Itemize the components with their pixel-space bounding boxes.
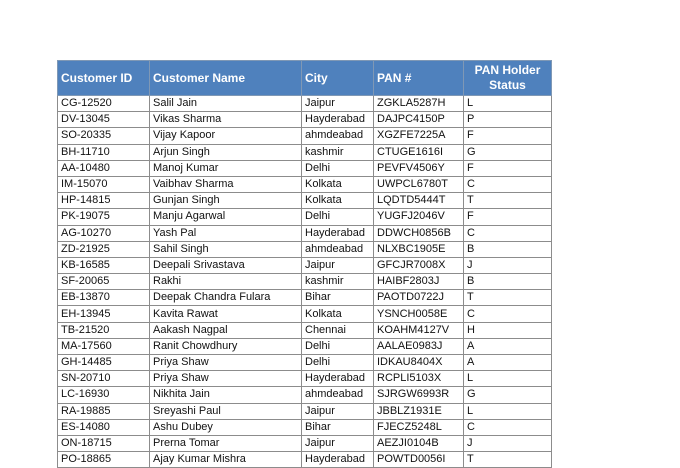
city-cell[interactable]: Bihar — [302, 419, 374, 435]
city-cell[interactable]: Jaipur — [302, 257, 374, 273]
customer-name-cell[interactable]: Ranit Chowdhury — [150, 338, 302, 354]
pan-holder-status-cell[interactable]: G — [464, 387, 552, 403]
city-cell[interactable]: kashmir — [302, 274, 374, 290]
city-cell[interactable]: Delhi — [302, 209, 374, 225]
pan-holder-status-cell[interactable]: B — [464, 274, 552, 290]
pan-holder-status-cell[interactable]: L — [464, 96, 552, 112]
pan-holder-status-cell[interactable]: C — [464, 176, 552, 192]
pan-holder-status-cell[interactable]: F — [464, 128, 552, 144]
city-cell[interactable]: Chennai — [302, 322, 374, 338]
pan-cell[interactable]: CTUGE1616I — [374, 144, 464, 160]
table-body — [58, 96, 552, 468]
city-cell[interactable]: Bihar — [302, 290, 374, 306]
customer-name-cell[interactable]: Yash Pal — [150, 225, 302, 241]
customer-name-cell[interactable]: Priya Shaw — [150, 355, 302, 371]
customer-name-cell[interactable]: Nikhita Jain — [150, 387, 302, 403]
customer-id-cell[interactable]: RA-19885 — [58, 403, 150, 419]
table-row — [58, 176, 552, 192]
customer-id-cell[interactable]: PO-18865 — [58, 452, 150, 468]
city-cell[interactable]: Kolkata — [302, 306, 374, 322]
pan-cell[interactable]: DAJPC4150P — [374, 112, 464, 128]
header-customer-name[interactable]: Customer Name — [150, 61, 302, 96]
table-row — [58, 209, 552, 225]
header-pan[interactable]: PAN # — [374, 61, 464, 96]
customer-name-cell[interactable]: Prerna Tomar — [150, 435, 302, 451]
city-cell[interactable]: Hayderabad — [302, 225, 374, 241]
customer-id-cell[interactable]: AA-10480 — [58, 160, 150, 176]
customer-name-cell[interactable]: Priya Shaw — [150, 371, 302, 387]
pan-holder-status-cell[interactable]: T — [464, 193, 552, 209]
header-pan-holder-status[interactable]: PAN Holder Status — [464, 61, 552, 96]
pan-cell[interactable]: HAIBF2803J — [374, 274, 464, 290]
customer-name-cell[interactable]: Sahil Singh — [150, 241, 302, 257]
city-cell[interactable]: Hayderabad — [302, 112, 374, 128]
city-cell[interactable]: Delhi — [302, 338, 374, 354]
table-row — [58, 128, 552, 144]
customer-id-cell[interactable]: PK-19075 — [58, 209, 150, 225]
customer-id-cell[interactable]: BH-11710 — [58, 144, 150, 160]
customer-id-cell[interactable]: KB-16585 — [58, 257, 150, 273]
customer-id-cell[interactable]: ZD-21925 — [58, 241, 150, 257]
table-header — [58, 61, 552, 96]
pan-cell[interactable]: LQDTD5444T — [374, 193, 464, 209]
table-row — [58, 290, 552, 306]
city-cell[interactable]: Jaipur — [302, 403, 374, 419]
pan-cell[interactable]: IDKAU8404X — [374, 355, 464, 371]
customer-id-cell[interactable]: MA-17560 — [58, 338, 150, 354]
customer-name-cell[interactable]: Aakash Nagpal — [150, 322, 302, 338]
city-cell[interactable]: Jaipur — [302, 96, 374, 112]
pan-holder-status-cell[interactable]: J — [464, 435, 552, 451]
table-row — [58, 452, 552, 468]
customer-id-cell[interactable]: SF-20065 — [58, 274, 150, 290]
customer-name-cell[interactable]: Ajay Kumar Mishra — [150, 452, 302, 468]
table-row — [58, 241, 552, 257]
customer-pan-table — [57, 60, 552, 468]
city-cell[interactable]: Jaipur — [302, 435, 374, 451]
pan-cell[interactable]: DDWCH0856B — [374, 225, 464, 241]
table-row — [58, 160, 552, 176]
customer-name-cell[interactable]: Vikas Sharma — [150, 112, 302, 128]
customer-id-cell[interactable]: SN-20710 — [58, 371, 150, 387]
table-row — [58, 193, 552, 209]
table-row — [58, 257, 552, 273]
customer-name-cell[interactable]: Salil Jain — [150, 96, 302, 112]
table-row — [58, 112, 552, 128]
customer-name-cell[interactable]: Ashu Dubey — [150, 419, 302, 435]
pan-cell[interactable]: YSNCH0058E — [374, 306, 464, 322]
pan-cell[interactable]: SJRGW6993R — [374, 387, 464, 403]
pan-cell[interactable]: FJECZ5248L — [374, 419, 464, 435]
table-row — [58, 306, 552, 322]
customer-id-cell[interactable]: TB-21520 — [58, 322, 150, 338]
city-cell[interactable]: Delhi — [302, 160, 374, 176]
table-row — [58, 338, 552, 354]
pan-holder-status-cell[interactable]: T — [464, 452, 552, 468]
city-cell[interactable]: Hayderabad — [302, 452, 374, 468]
pan-cell[interactable]: AALAE0983J — [374, 338, 464, 354]
city-cell[interactable]: Kolkata — [302, 176, 374, 192]
customer-name-cell[interactable]: Vaibhav Sharma — [150, 176, 302, 192]
table-row — [58, 274, 552, 290]
pan-holder-status-cell[interactable]: L — [464, 403, 552, 419]
pan-holder-status-cell[interactable]: F — [464, 160, 552, 176]
table-row — [58, 225, 552, 241]
pan-holder-status-cell[interactable]: A — [464, 355, 552, 371]
customer-id-cell[interactable]: DV-13045 — [58, 112, 150, 128]
pan-cell[interactable]: XGZFE7225A — [374, 128, 464, 144]
spreadsheet-area — [57, 60, 551, 466]
city-cell[interactable]: Hayderabad — [302, 371, 374, 387]
pan-holder-status-cell[interactable]: H — [464, 322, 552, 338]
table-row — [58, 387, 552, 403]
pan-holder-status-cell[interactable]: C — [464, 306, 552, 322]
customer-id-cell[interactable]: IM-15070 — [58, 176, 150, 192]
pan-cell[interactable]: AEZJI0104B — [374, 435, 464, 451]
city-cell[interactable]: ahmdeabad — [302, 387, 374, 403]
header-customer-id[interactable]: Customer ID — [58, 61, 150, 96]
customer-id-cell[interactable]: GH-14485 — [58, 355, 150, 371]
pan-holder-status-cell[interactable]: J — [464, 257, 552, 273]
pan-holder-status-cell[interactable]: L — [464, 371, 552, 387]
pan-cell[interactable]: NLXBC1905E — [374, 241, 464, 257]
pan-holder-status-cell[interactable]: B — [464, 241, 552, 257]
pan-cell[interactable]: RCPLI5103X — [374, 371, 464, 387]
customer-name-cell[interactable]: Manoj Kumar — [150, 160, 302, 176]
city-cell[interactable]: ahmdeabad — [302, 241, 374, 257]
customer-id-cell[interactable]: LC-16930 — [58, 387, 150, 403]
customer-name-cell[interactable]: Kavita Rawat — [150, 306, 302, 322]
customer-id-cell[interactable]: SO-20335 — [58, 128, 150, 144]
customer-name-cell[interactable]: Sreyashi Paul — [150, 403, 302, 419]
pan-holder-status-cell[interactable]: A — [464, 338, 552, 354]
header-city[interactable]: City — [302, 61, 374, 96]
table-row — [58, 419, 552, 435]
customer-name-cell[interactable]: Deepali Srivastava — [150, 257, 302, 273]
pan-holder-status-cell[interactable]: C — [464, 225, 552, 241]
customer-name-cell[interactable]: Rakhi — [150, 274, 302, 290]
pan-holder-status-cell[interactable]: C — [464, 419, 552, 435]
customer-name-cell[interactable]: Deepak Chandra Fulara — [150, 290, 302, 306]
customer-id-cell[interactable]: EB-13870 — [58, 290, 150, 306]
table-row — [58, 435, 552, 451]
table-row — [58, 371, 552, 387]
pan-holder-status-cell[interactable]: F — [464, 209, 552, 225]
table-row — [58, 403, 552, 419]
pan-cell[interactable]: POWTD0056I — [374, 452, 464, 468]
city-cell[interactable]: kashmir — [302, 144, 374, 160]
customer-name-cell[interactable]: Manju Agarwal — [150, 209, 302, 225]
city-cell[interactable]: ahmdeabad — [302, 128, 374, 144]
customer-name-cell[interactable]: Vijay Kapoor — [150, 128, 302, 144]
customer-id-cell[interactable]: ON-18715 — [58, 435, 150, 451]
customer-name-cell[interactable]: Gunjan Singh — [150, 193, 302, 209]
pan-cell[interactable]: YUGFJ2046V — [374, 209, 464, 225]
pan-cell[interactable]: JBBLZ1931E — [374, 403, 464, 419]
pan-cell[interactable]: KOAHM4127V — [374, 322, 464, 338]
city-cell[interactable]: Kolkata — [302, 193, 374, 209]
table-row — [58, 144, 552, 160]
pan-holder-status-cell[interactable]: G — [464, 144, 552, 160]
customer-id-cell[interactable]: CG-12520 — [58, 96, 150, 112]
pan-cell[interactable]: UWPCL6780T — [374, 176, 464, 192]
pan-cell[interactable]: ZGKLA5287H — [374, 96, 464, 112]
customer-name-cell[interactable]: Arjun Singh — [150, 144, 302, 160]
table-row — [58, 322, 552, 338]
pan-holder-status-cell[interactable]: P — [464, 112, 552, 128]
customer-id-cell[interactable]: HP-14815 — [58, 193, 150, 209]
header-row — [58, 61, 552, 96]
table-row — [58, 96, 552, 112]
customer-id-cell[interactable]: EH-13945 — [58, 306, 150, 322]
pan-cell[interactable]: PAOTD0722J — [374, 290, 464, 306]
city-cell[interactable]: Delhi — [302, 355, 374, 371]
customer-id-cell[interactable]: AG-10270 — [58, 225, 150, 241]
pan-holder-status-cell[interactable]: T — [464, 290, 552, 306]
pan-cell[interactable]: GFCJR7008X — [374, 257, 464, 273]
table-row — [58, 355, 552, 371]
customer-id-cell[interactable]: ES-14080 — [58, 419, 150, 435]
pan-cell[interactable]: PEVFV4506Y — [374, 160, 464, 176]
